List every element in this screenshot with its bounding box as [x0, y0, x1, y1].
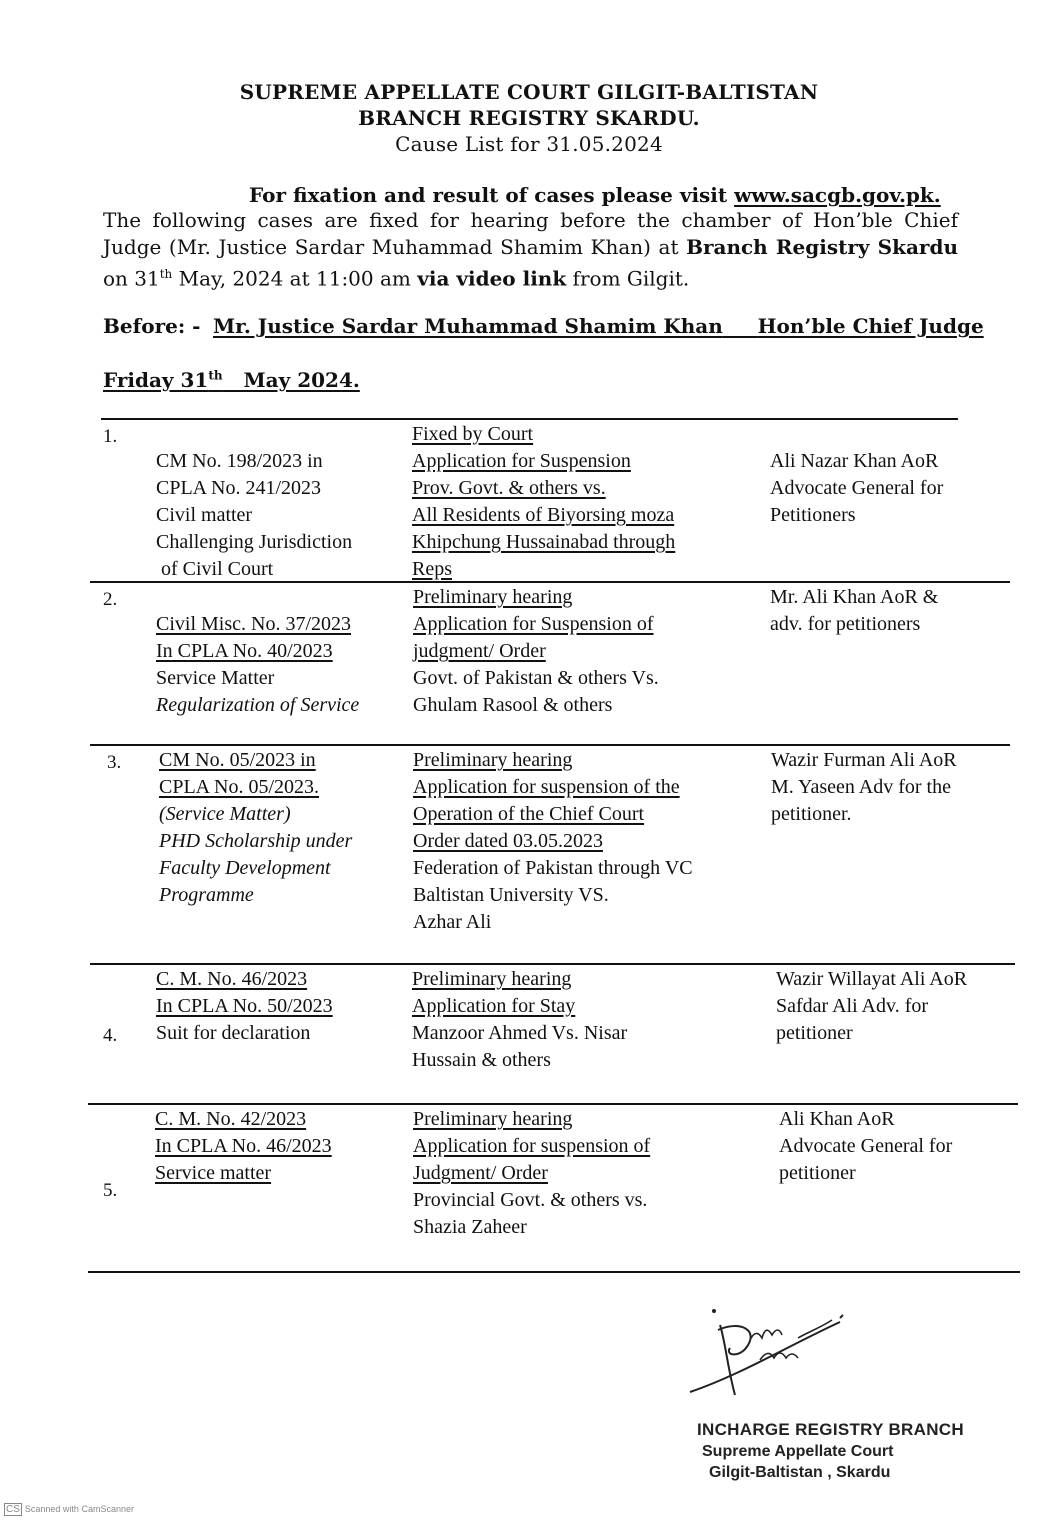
- visit-line: [249, 183, 941, 207]
- case-line: CM No. 05/2023 in: [159, 749, 316, 771]
- counsel-line: Safdar Ali Adv. for: [776, 995, 929, 1017]
- website-link[interactable]: www.sacgb.gov.pk.: [734, 183, 941, 207]
- counsel-line: Mr. Ali Khan AoR &: [770, 586, 939, 608]
- before-label: Before: -: [103, 314, 201, 338]
- detail-line: judgment/ Order: [413, 640, 546, 662]
- detail-line: Application for Stay: [412, 995, 576, 1017]
- case-line: C. M. No. 42/2023: [155, 1108, 307, 1130]
- detail-line: Preliminary hearing: [413, 586, 573, 608]
- case-line: (Service Matter): [159, 803, 291, 825]
- detail-line: Khipchung Hussainabad through: [412, 531, 676, 553]
- case-details: [413, 747, 693, 936]
- case-line: Service matter: [155, 1162, 272, 1184]
- counsel: [771, 747, 957, 828]
- case-line: CPLA No. 241/2023: [156, 477, 322, 499]
- detail-line: Reps: [412, 558, 452, 580]
- counsel-line: M. Yaseen Adv for the: [771, 776, 951, 798]
- detail-line: Judgment/ Order: [413, 1162, 548, 1184]
- counsel-line: Advocate General for: [779, 1135, 953, 1157]
- case-details: [412, 966, 627, 1074]
- intro-text-4: from Gilgit.: [566, 266, 690, 291]
- scanner-watermark: [4, 1503, 134, 1516]
- detail-line: Hussain & others: [412, 1049, 551, 1071]
- registry-title: BRANCH REGISTRY SKARDU.: [358, 106, 700, 130]
- case-line: Programme: [159, 884, 254, 906]
- scanner-text: Scanned with CamScanner: [24, 1504, 134, 1514]
- case-line: Civil matter: [156, 504, 253, 526]
- counsel-line: petitioner.: [771, 803, 852, 825]
- counsel-line: Ali Nazar Khan AoR: [770, 450, 939, 472]
- counsel-line: petitioner: [776, 1022, 853, 1044]
- case-number: 1.: [103, 426, 118, 447]
- case-number: 4.: [103, 1025, 118, 1046]
- case-title: [155, 1106, 332, 1187]
- case-line: Regularization of Service: [156, 694, 360, 716]
- stamp-line-3: Gilgit-Baltistan , Skardu: [709, 1464, 891, 1481]
- signature: [680, 1300, 860, 1410]
- detail-line: Application for suspension of: [413, 1135, 651, 1157]
- detail-line: Azhar Ali: [413, 911, 492, 933]
- case-line: C. M. No. 46/2023: [156, 968, 308, 990]
- detail-line: Provincial Govt. & others vs.: [413, 1189, 648, 1211]
- before-judge: [213, 314, 984, 338]
- case-title: [156, 611, 359, 719]
- row-divider: [88, 1103, 1018, 1105]
- detail-line: Preliminary hearing: [412, 968, 572, 990]
- counsel-line: adv. for petitioners: [770, 613, 921, 635]
- counsel: [776, 966, 967, 1047]
- row-divider: [90, 963, 1015, 965]
- counsel-line: Petitioners: [770, 504, 856, 526]
- case-line: CPLA No. 05/2023.: [159, 776, 320, 798]
- intro-text-1: The following cases are fixed for hearing before the chamber of Hon’ble Chief Judge (Mr. Justice Sardar Muhammad Shamim Khan) at: [103, 208, 958, 259]
- case-line: Service Matter: [156, 667, 275, 689]
- case-line: In CPLA No. 50/2023: [156, 995, 333, 1017]
- detail-line: Shazia Zaheer: [413, 1216, 527, 1238]
- detail-line: Federation of Pakistan through VC: [413, 857, 693, 879]
- detail-line: Manzoor Ahmed Vs. Nisar: [412, 1022, 628, 1044]
- case-line: Civil Misc. No. 37/2023: [156, 613, 352, 635]
- row-divider: [90, 744, 1010, 746]
- counsel-line: Wazir Willayat Ali AoR: [776, 968, 968, 990]
- counsel: [770, 584, 938, 638]
- detail-line: Fixed by Court: [412, 423, 534, 445]
- table-bottom-rule: [88, 1271, 1020, 1273]
- case-line: Faculty Development: [159, 857, 331, 879]
- case-line: Challenging Jurisdiction: [156, 531, 353, 553]
- date-rest: May 2024.: [243, 368, 360, 392]
- judge-name: Mr. Justice Sardar Muhammad Shamim Khan: [213, 314, 723, 338]
- detail-line: Ghulam Rasool & others: [413, 694, 613, 716]
- case-details: [412, 421, 675, 583]
- case-line: CM No. 198/2023 in: [156, 450, 323, 472]
- date-sup: th: [208, 368, 223, 383]
- detail-line: Operation of the Chief Court: [413, 803, 645, 825]
- intro-bold-video: via video link: [417, 266, 567, 291]
- intro-paragraph: [103, 207, 958, 293]
- detail-line: Order dated 03.05.2023: [413, 830, 603, 852]
- detail-line: Govt. of Pakistan & others Vs.: [413, 667, 659, 689]
- detail-line: Prov. Govt. & others vs.: [412, 477, 606, 499]
- camscanner-icon: CS: [6, 1504, 20, 1515]
- case-line: In CPLA No. 46/2023: [155, 1135, 332, 1157]
- case-line: PHD Scholarship under: [159, 830, 353, 852]
- case-line: Suit for declaration: [156, 1022, 311, 1044]
- case-title: [156, 966, 333, 1047]
- intro-sup: th: [159, 267, 173, 281]
- case-details: [413, 1106, 650, 1241]
- detail-line: Preliminary hearing: [413, 1108, 573, 1130]
- case-line: of Civil Court: [156, 558, 274, 580]
- detail-line: Application for Suspension of: [413, 613, 654, 635]
- stamp-line-2: Supreme Appellate Court: [702, 1443, 894, 1460]
- detail-line: All Residents of Biyorsing moza: [412, 504, 675, 526]
- case-number: 3.: [107, 752, 122, 773]
- counsel-line: Advocate General for: [770, 477, 944, 499]
- date-day: Friday 31: [103, 368, 209, 392]
- counsel-line: Ali Khan AoR: [779, 1108, 895, 1130]
- intro-text-2: on 31: [103, 266, 160, 291]
- detail-line: Preliminary hearing: [413, 749, 573, 771]
- stamp-line-1: INCHARGE REGISTRY BRANCH: [697, 1420, 964, 1439]
- counsel: [770, 448, 943, 529]
- cause-list-date: Cause List for 31.05.2024: [395, 132, 663, 156]
- case-number: 5.: [103, 1180, 118, 1201]
- intro-bold-registry: Branch Registry Skardu: [686, 235, 958, 259]
- case-line: In CPLA No. 40/2023: [156, 640, 333, 662]
- case-details: [413, 584, 659, 719]
- case-title: [159, 747, 352, 909]
- counsel: [779, 1106, 952, 1187]
- case-title: [156, 448, 352, 583]
- judge-title: Hon’ble Chief Judge: [757, 314, 984, 338]
- detail-line: Application for Suspension: [412, 450, 631, 472]
- counsel-line: petitioner: [779, 1162, 856, 1184]
- case-number: 2.: [103, 589, 118, 610]
- intro-text-3: May, 2024 at 11:00 am: [172, 266, 418, 291]
- table-top-rule: [101, 418, 958, 420]
- hearing-date: [103, 368, 360, 392]
- counsel-line: Wazir Furman Ali AoR: [771, 749, 957, 771]
- detail-line: Baltistan University VS.: [413, 884, 609, 906]
- court-title: SUPREME APPELLATE COURT GILGIT-BALTISTAN: [239, 80, 819, 104]
- detail-line: Application for suspension of the: [413, 776, 680, 798]
- visit-prefix: For fixation and result of cases please visit: [249, 183, 735, 207]
